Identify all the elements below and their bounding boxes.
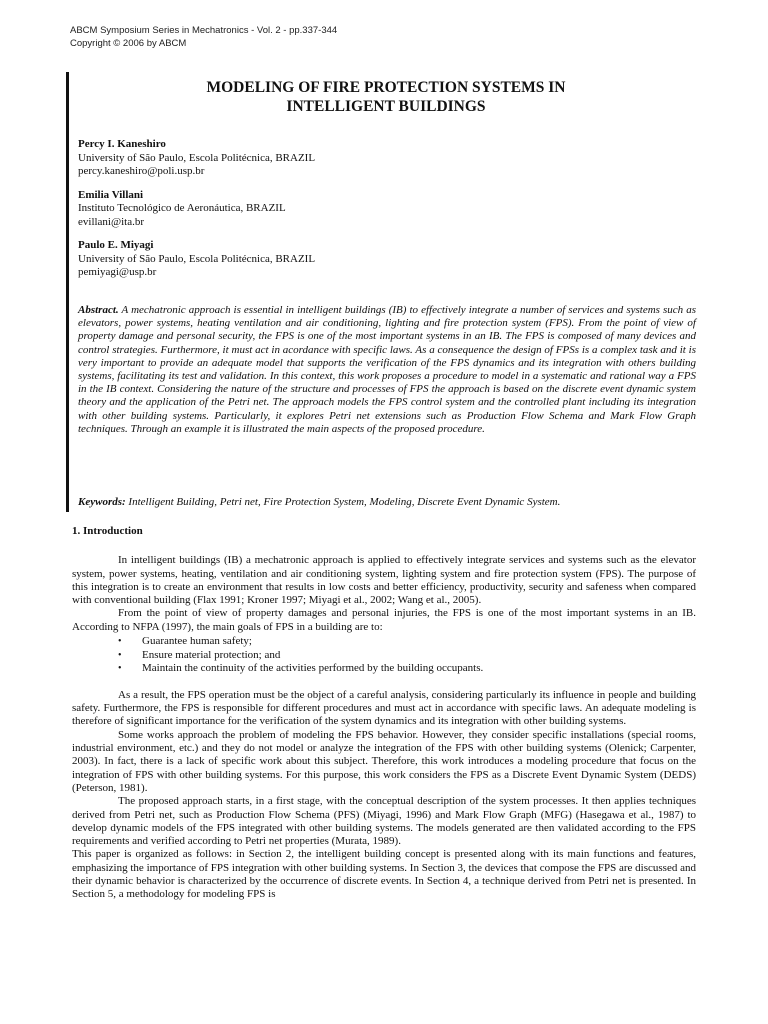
author-name: Emilia Villani	[78, 188, 144, 201]
author-name: Percy I. Kaneshiro	[78, 138, 166, 150]
paragraph: From the point of view of property damages and personal injuries, the FPS is one of the most important systems in an IB. According to NFPA (1997), the main goals of FPS in a building are to:	[72, 607, 696, 633]
author-email[interactable]: pemiyagi@usp.br	[78, 266, 157, 278]
abstract-label: Abstract.	[78, 304, 119, 316]
list-item: • Ensure material protection; and	[118, 648, 281, 661]
author-block	[78, 189, 698, 230]
author-list	[78, 138, 698, 290]
author-email[interactable]: evillani@ita.br	[78, 215, 145, 228]
list-item: • Maintain the continuity of the activities performed by the building occupants.	[118, 662, 484, 675]
section-heading-introduction: 1. Introduction	[72, 525, 143, 537]
left-margin-rule	[66, 72, 69, 512]
keywords	[78, 496, 696, 509]
bullet-icon: •	[118, 663, 122, 675]
author-affiliation: University of São Paulo, Escola Politécnica, BRAZIL	[78, 252, 316, 265]
author-block	[78, 138, 698, 179]
journal-series-line: ABCM Symposium Series in Mechatronics - Vol. 2 - pp.337-344	[70, 25, 338, 36]
author-affiliation: Instituto Tecnológico de Aeronáutica, BRAZIL	[78, 202, 286, 214]
keywords-label: Keywords:	[78, 496, 126, 508]
bullet-icon: •	[118, 649, 122, 661]
author-name: Paulo E. Miyagi	[78, 239, 154, 251]
list-item: • Guarantee human safety;	[118, 635, 252, 648]
author-email[interactable]: percy.kaneshiro@poli.usp.br	[78, 165, 205, 177]
main-body	[72, 525, 696, 902]
bullet-icon: •	[118, 636, 122, 648]
spacer	[72, 676, 696, 689]
paragraph: Some works approach the problem of modeling the FPS behavior. However, they consider specific installations (special rooms, industrial environment, etc.) and they do not model or analyze the integration of the FPS with other building systems (Olenick; Carpenter, 2003). In fact, there is a lack of specific work about this subject. Therefore, this work introduces a modeling procedure that focus on the integration of FPS with other building systems. For this purpose, this work considers the FPS as a Discrete Event Dynamic System (DEDS) (Peterson, 1981).	[72, 728, 696, 794]
title-line-2: INTELLIGENT BUILDINGS	[286, 98, 486, 115]
paragraph: This paper is organized as follows: in Section 2, the intelligent building concept is presented along with its main functions and features, emphasizing the importance of FPS integration with other building systems. In Section 3, the devices that compose the FPS are discussed and their dynamic behavior is characterized by the occurrence of discrete events. In Section 4, a technique derived from Petri net is presented. In Section 5, a methodology for modeling FPS is	[72, 848, 696, 901]
paragraph: The proposed approach starts, in a first stage, with the conceptual description of the system processes. It then applies techniques derived from Petri net, such as Production Flow Schema (PFS) (Miyagi, 1996) and Mark Flow Graph (MFG) (Hasegawa et al., 1987) to develop dynamic models of the FPS integrated with other building systems. The models generated are then validated according to the FPS requirements and verified according to Petri net properties (Murata, 1989).	[72, 795, 696, 848]
paragraph: In intelligent buildings (IB) a mechatronic approach is applied to effectively integrate services and systems such as the elevator system, power systems, heating, ventilation and air conditioning system, lighting system and fire protection system (FPS). The purpose of this integration is to create an environment that results in low costs and better efficiency, productivity, security and safeness when compared with conventional building (Flax 1991; Kroner 1997; Miyagi et al., 2002; Wang et al., 2005).	[72, 554, 696, 607]
keywords-text: Intelligent Building, Petri net, Fire Protection System, Modeling, Discrete Event Dynamic System.	[125, 496, 561, 508]
journal-header	[70, 24, 337, 50]
author-affiliation: University of São Paulo, Escola Politécnica, BRAZIL	[78, 151, 316, 164]
title-line-1: MODELING OF FIRE PROTECTION SYSTEMS IN	[206, 79, 566, 96]
paper-title	[76, 78, 696, 116]
abstract-text: A mechatronic approach is essential in intelligent buildings (IB) to effectively integrate a number of services and systems such as elevators, power systems, heating ventilation and air conditioning, lighting and fire protection system (FPS). From the point of view of property damage and personal security, the FPS is one of the most important systems in an IB. The FPS is composed of many devices and control strategies. Furthermore, it must act in acordance with specific laws. As a consequence the design of FPSs is a complex task and it is very important to provide an adequate model that supports the verification of the FPS dynamics and its integration with others building systems, facilitating its test and validation. In this context, this work proposes a procedure to model in a systematic and rational way a FPS in the IB context. Considering the nature of the structure and processes of FPS the approach is based on the discrete event dynamic system theory and the application of the Petri net. The approach models the FPS control system and the controlled plant including its integration with other building systems. Particularly, it explores Petri net extensions such as Production Flow Schema and Mark Flow Graph techniques. Through an example it is illustrated the main aspects of the proposed procedure.	[78, 304, 696, 435]
abstract	[78, 304, 696, 436]
copyright-line: Copyright © 2006 by ABCM	[70, 38, 187, 49]
paragraph: As a result, the FPS operation must be the object of a careful analysis, considering particularly its influence in people and building safety. Furthermore, the FPS is responsible for different procedures and must act in accordance with specific laws. An adequate modeling is therefore of significant importance for the verification of the system dynamics and its integration with other building systems.	[72, 688, 696, 728]
author-block	[78, 239, 698, 280]
goals-list	[72, 635, 696, 676]
